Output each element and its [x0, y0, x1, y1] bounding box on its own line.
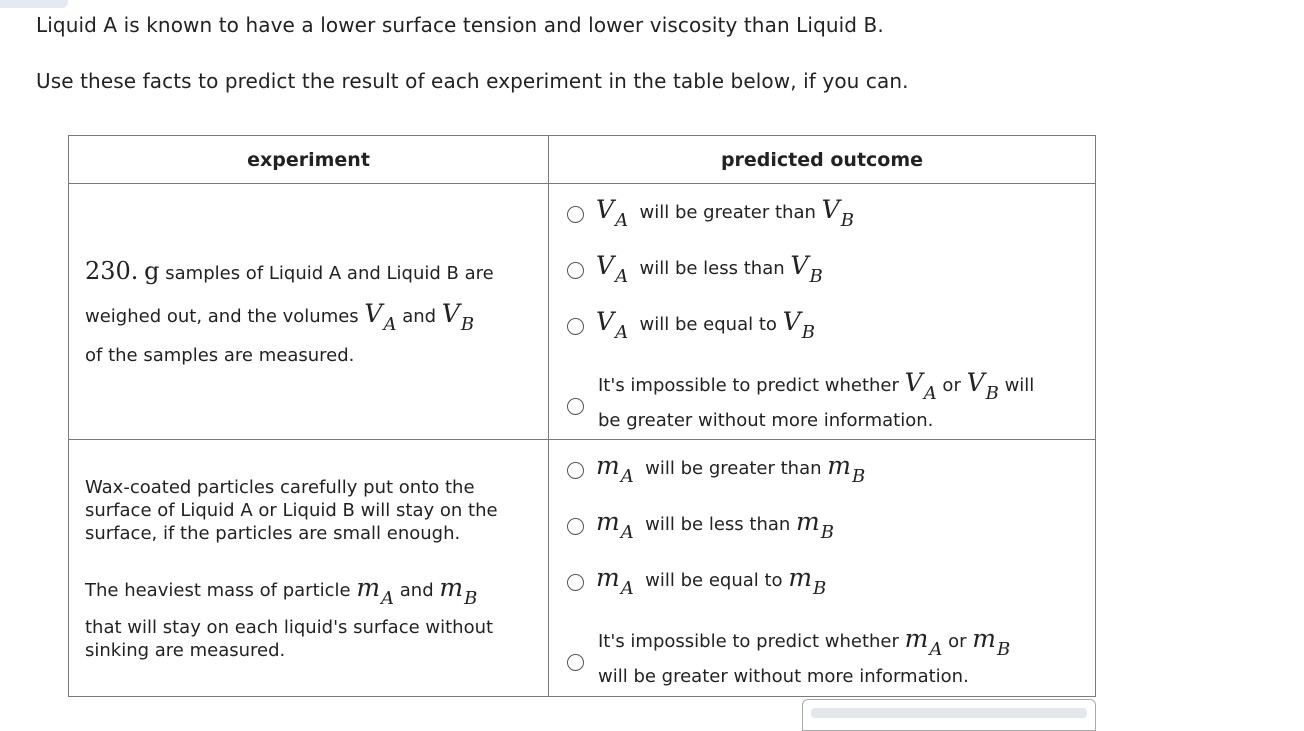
- experiment-2-measure-line-1: The heaviest mass of particle mA and mB: [85, 573, 478, 609]
- radio-button[interactable]: [567, 206, 584, 223]
- intro-line-1: Liquid A is known to have a lower surface tension and lower viscosity than Liquid B.: [36, 13, 884, 37]
- exp2-option-greater[interactable]: mA will be greater than mB: [567, 452, 865, 483]
- experiment-2-description: Wax-coated particles carefully put onto the surface of Liquid A or Liquid B will stay on the surface, if the particles are small enough.: [85, 477, 498, 544]
- radio-button[interactable]: [567, 462, 584, 479]
- experiment-1-line-3: of the samples are measured.: [85, 345, 355, 366]
- experiment-table: [68, 135, 1096, 697]
- experiment-1-cell: [69, 184, 549, 440]
- exp1-option-equal[interactable]: VA will be equal to VB: [567, 308, 815, 339]
- experiment-2-options: mA will be greater than mB mA will be less than mB mA will be equal to mB It's impossible to predict whether mA or mB will be greater without more information.: [549, 440, 1096, 697]
- radio-button[interactable]: [567, 398, 584, 415]
- exp1-option-greater[interactable]: VA will be greater than VB: [567, 196, 854, 227]
- intro-line-2: Use these facts to predict the result of each experiment in the table below, if you can.: [36, 69, 909, 93]
- radio-button[interactable]: [567, 262, 584, 279]
- experiment-2-measure-line-2: that will stay on each liquid's surface without sinking are measured.: [85, 617, 494, 661]
- top-tab: [0, 0, 68, 8]
- experiment-1-line-2: weighed out, and the volumes VA and VB: [85, 299, 475, 335]
- radio-button[interactable]: [567, 318, 584, 335]
- radio-button[interactable]: [567, 654, 584, 671]
- radio-button[interactable]: [567, 574, 584, 591]
- radio-button[interactable]: [567, 518, 584, 535]
- bottom-toolbar-bar: [811, 708, 1087, 718]
- exp1-option-less[interactable]: VA will be less than VB: [567, 252, 823, 283]
- exp2-option-equal[interactable]: mA will be equal to mB: [567, 564, 826, 595]
- experiment-1-line-1: 230. g samples of Liquid A and Liquid B are: [85, 257, 494, 285]
- bottom-toolbar-tab[interactable]: [802, 699, 1096, 731]
- header-predicted-outcome: predicted outcome: [549, 136, 1096, 184]
- header-experiment: experiment: [69, 136, 549, 184]
- experiment-2-cell: [69, 440, 549, 697]
- exp2-option-less[interactable]: mA will be less than mB: [567, 508, 834, 539]
- experiment-1-options: VA will be greater than VB VA will be less than VB VA will be equal to VB It's impossible to predict whether VA or VB will be greater without more information.: [549, 184, 1096, 440]
